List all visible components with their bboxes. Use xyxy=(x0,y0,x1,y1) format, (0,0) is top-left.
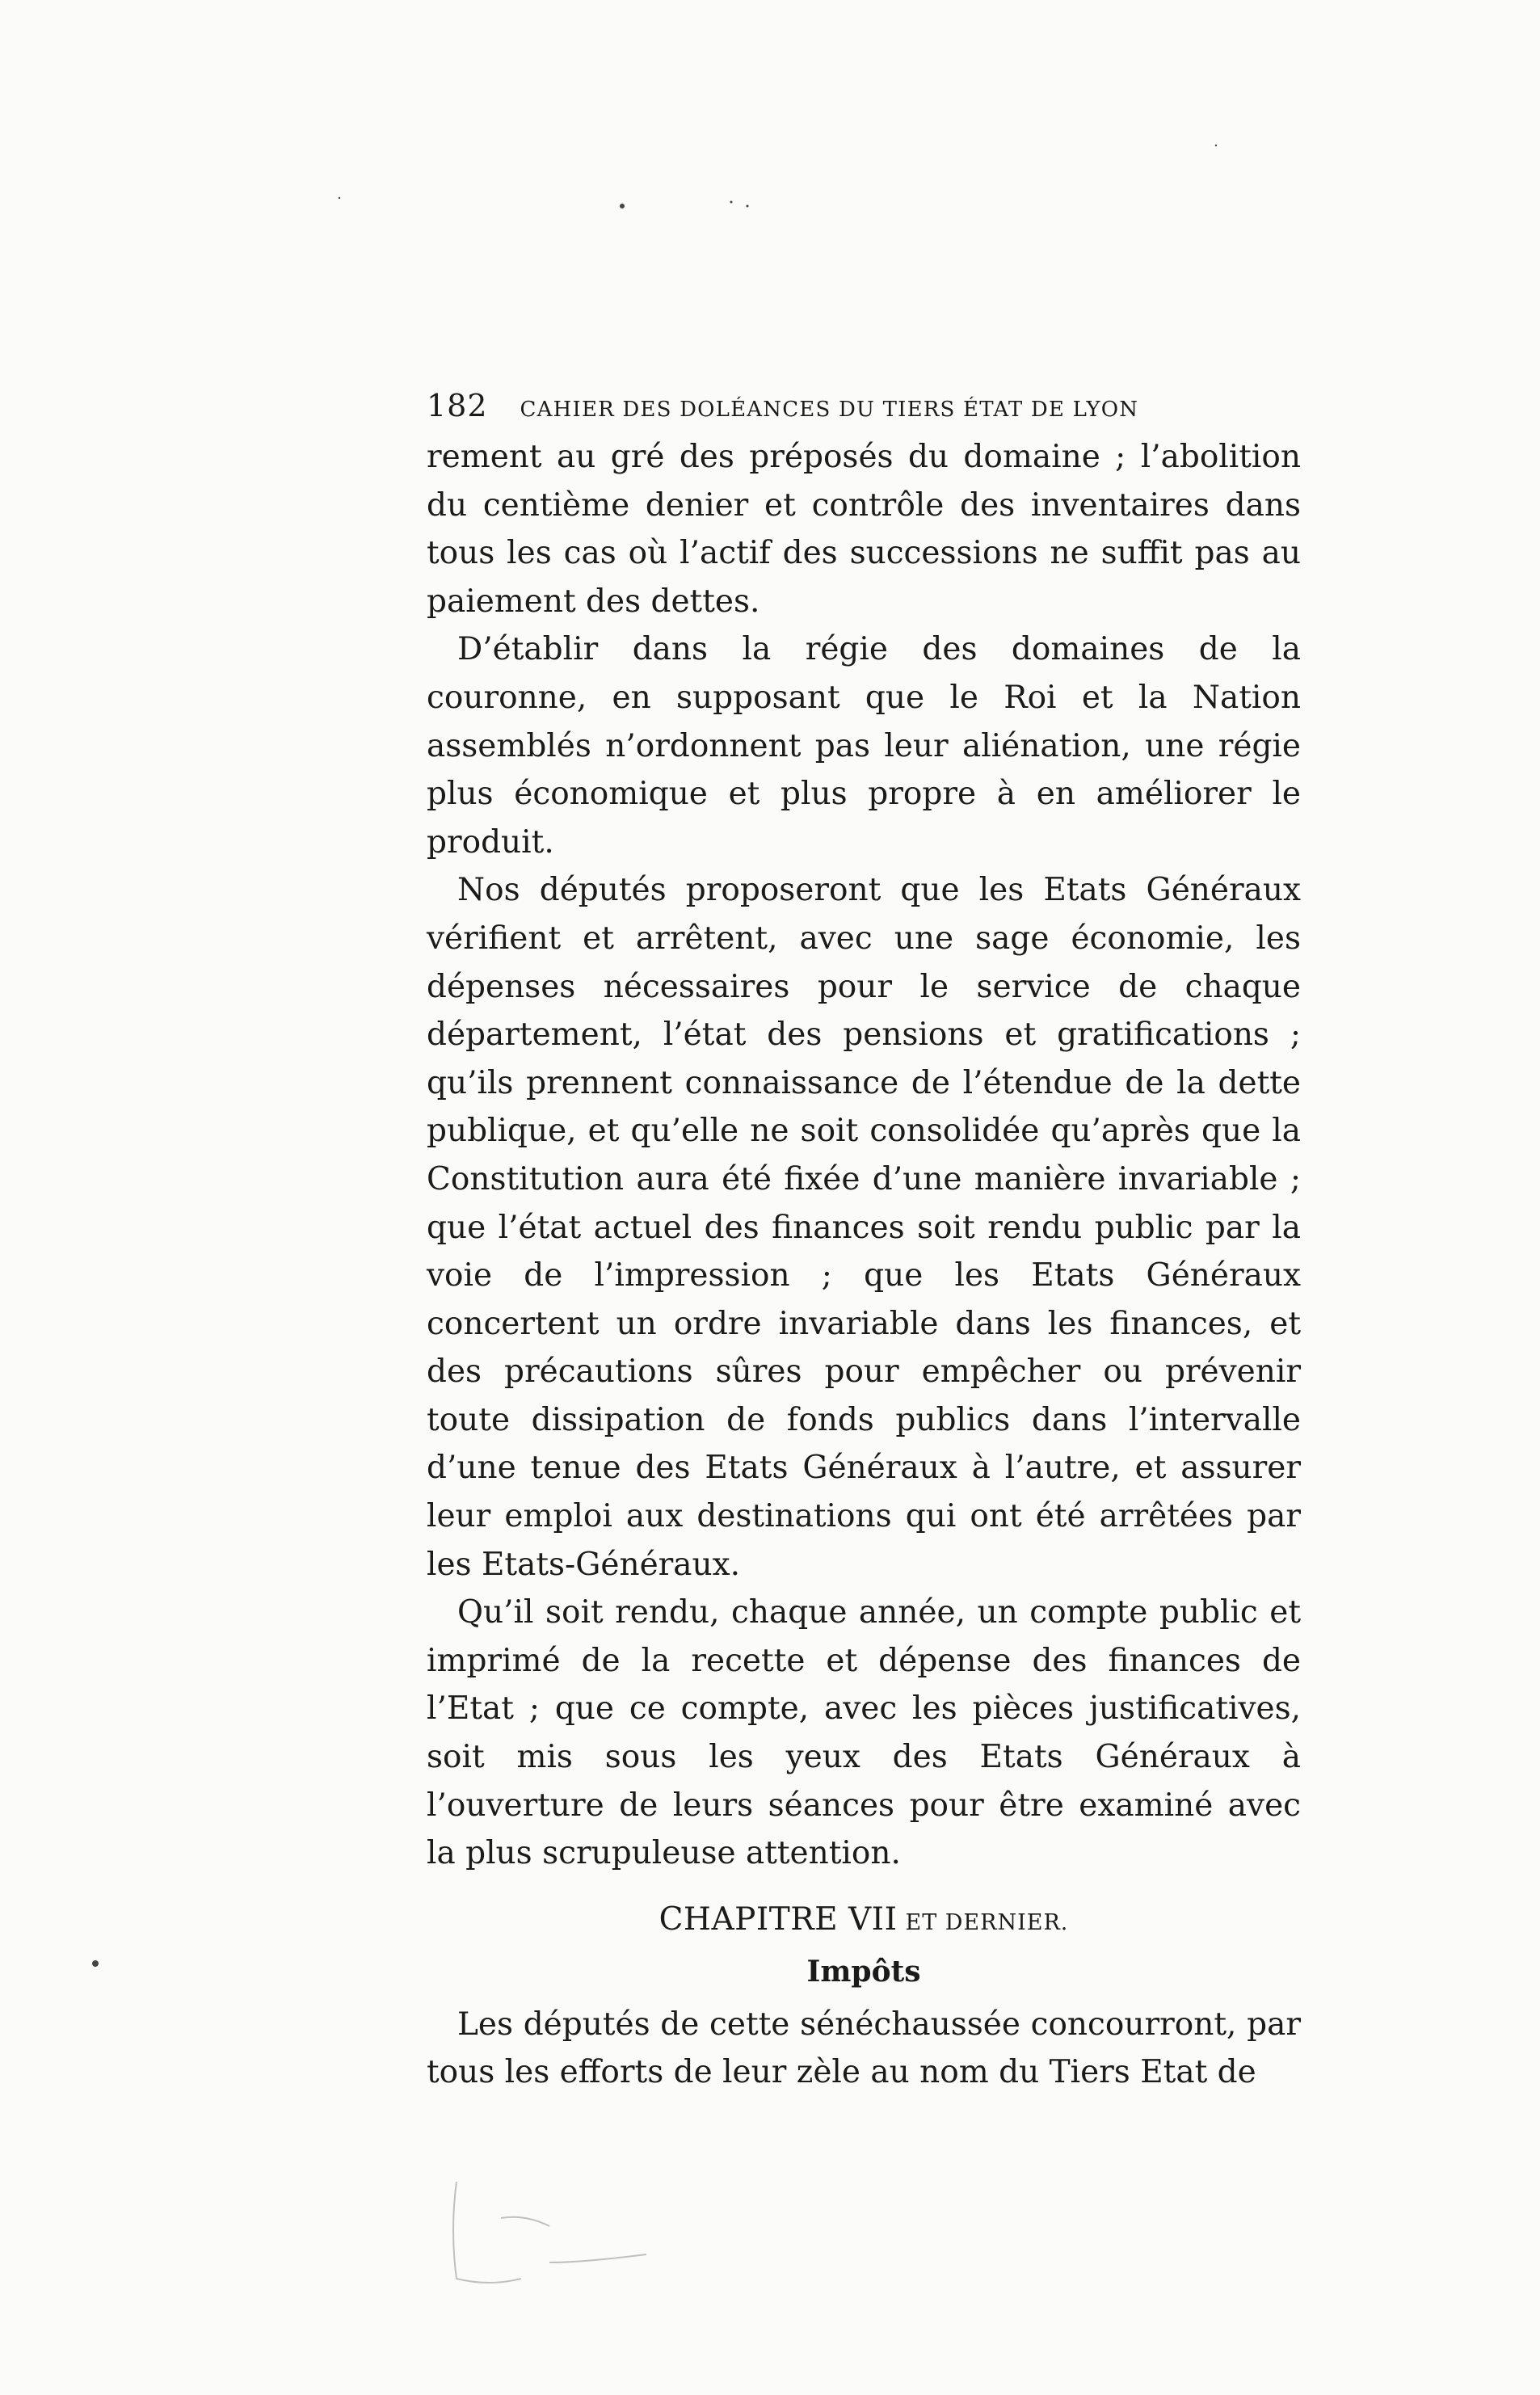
paragraph-depenses: Nos députés proposeront que les Etats Généraux vérifient et arrêtent, avec une sage économie, les dépenses nécessaires pour le service de chaque département, l’état des pensions et gratifications ; qu’ils prennent connaissance de l’étendue de la dette publique, et qu’elle ne soit consolidée qu’après que la Constitution aura été fixée d’une manière invariable ; que l’état actuel des finances soit rendu public par la voie de l’impression ; que les Etats Généraux concertent un ordre invariable dans les finances, et des précautions sûres pour empêcher ou prévenir toute dissipation de fonds publics dans l’intervalle d’une tenue des Etats Généraux à l’autre, et assurer leur emploi aux destinations qui ont été arrêtées par les Etats-Généraux. xyxy=(427,872,1301,1583)
speck xyxy=(92,1960,99,1967)
paragraph-impots: Les députés de cette sénéchaussée concourront, par tous les efforts de leur zèle au nom du Tiers Etat de xyxy=(427,2006,1301,2091)
chapter-title: CHAPITRE VII xyxy=(658,1900,898,1938)
running-title: CAHIER DES DOLÉANCES DU TIERS ÉTAT DE LYON xyxy=(520,398,1139,422)
speck xyxy=(730,201,733,204)
running-head xyxy=(427,388,1301,433)
page-number: 182 xyxy=(427,388,488,423)
section-title: Impôts xyxy=(806,1954,921,1989)
smudge-mark xyxy=(453,2182,646,2283)
paragraph-compte-public: Qu’il soit rendu, chaque année, un compte public et imprimé de la recette et dépense des finances de l’Etat ; que ce compte, avec les pièces justificatives, soit mis sous les yeux des Etats Généraux à l’ouverture de leurs séances pour être examiné avec la plus scrupuleuse attention. xyxy=(427,1594,1301,1872)
speck xyxy=(339,197,340,199)
paragraph-continuation: rement au gré des préposés du domaine ; l’abolition du centième denier et contrôle des inventaires dans tous les cas où l’actif des successions ne suffit pas au paiement des dettes. xyxy=(427,439,1301,620)
chapter-heading xyxy=(427,1896,1301,1947)
paragraph-domaines: D’établir dans la régie des domaines de la couronne, en supposant que le Roi et la Nation assemblés n’ordonnent pas leur aliénation, une régie plus économique et plus propre à en améliorer le produit. xyxy=(427,631,1301,861)
book-page xyxy=(427,388,1301,2097)
chapter-suffix: ET DERNIER. xyxy=(905,1909,1069,1935)
speck xyxy=(620,204,625,208)
speck xyxy=(747,205,749,208)
speck xyxy=(1215,145,1217,146)
